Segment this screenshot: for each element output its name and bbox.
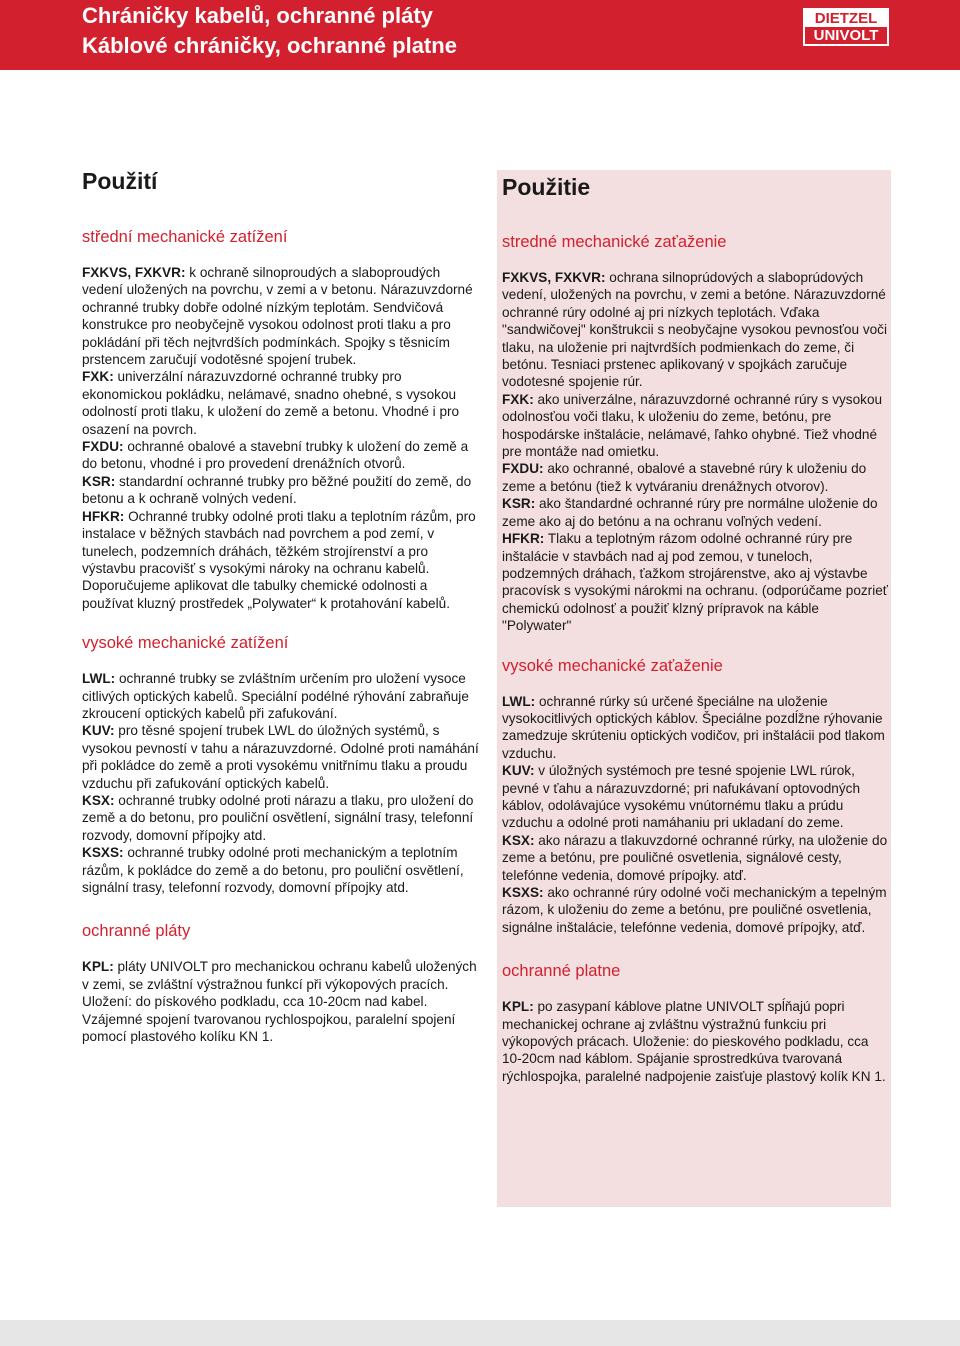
product-label: FXK: <box>82 369 114 385</box>
paragraph-ksxs-sk <box>502 884 888 936</box>
product-text: ochranné trubky odolné proti nárazu a tlaku, pro uložení do země a do betonu, pro pouliční osvětlení, signální trasy, telefonní rozvody, domovní přípojky atd. <box>82 792 474 843</box>
paragraph-kpl-cz <box>82 958 482 1045</box>
heading-sk: Použitie <box>502 174 591 200</box>
paragraph-fxdu-cz <box>82 438 482 473</box>
product-label: FXDU: <box>82 439 124 455</box>
section-title-medium-load-cz: střední mechanické zatížení <box>82 228 288 246</box>
product-text: ako ochranné, obalové a stavebné rúry k uloženiu do zeme a betónu (tiež k vytváraniu drenážnych otvorov). <box>502 461 867 494</box>
paragraph-ksr-sk <box>502 495 888 530</box>
product-text: ochranné trubky se zvláštním určením pro uložení vysoce citlivých optických kabelů. Speciální podélné rýhování zabraňuje zkroucení optických kabelů při zafukování. <box>82 671 469 721</box>
dietzel-univolt-logo <box>803 8 889 46</box>
paragraph-ksx-sk <box>502 832 888 884</box>
product-label: KSXS: <box>82 845 124 861</box>
product-text: po zasypaní káblove platne UNIVOLT spĺňajú popri mechanickej ochrane aj zvláštnu výstražnú funkciu pri výkopových prácach. Uloženie: do pieskového podkladu, cca 10-20cm nad káblom. Spájanie sprostredkúva tvarovaná rýchlospojka, paralelné nadpojenie zaisťuje plastový kolík KN 1. <box>502 999 886 1084</box>
section-medium-load-sk <box>502 269 888 635</box>
product-text: ochranné rúrky sú určené špeciálne na uloženie vysokocitlivých optických káblov. Špeciálne pozdĺžne rýhovanie zamedzuje skrúteniu optických vodičov, pri inštalácii pod tlakom vzduchu. <box>502 693 885 761</box>
product-text: standardní ochranné trubky pro běžné použití do země, do betonu a k ochraně volných vedení. <box>82 473 472 507</box>
paragraph-fxkvs-sk <box>502 269 888 391</box>
product-label: FXKVS, FXKVR: <box>502 270 606 285</box>
product-text: ochranné obalové a stavební trubky k uložení do země a do betonu, vhodné i pro provedení drenážních otvorů. <box>82 439 469 472</box>
column-slovak <box>502 170 888 1085</box>
header-title-cz: Chráničky kabelů, ochranné pláty <box>82 3 433 28</box>
product-label: KSX: <box>502 832 535 848</box>
product-text: ako štandardné ochranné rúry pre normálne uloženie do zeme ako aj do betónu a na ochranu voľných vedení. <box>502 496 878 529</box>
product-text: k ochraně silnoproudých a slaboproudých vedení uložených na povrchu, v zemi a v betonu. Nárazuvzdorné ochranné trubky dobře odolné nízkým teplotám. Sendvičová konstrukce pro neobyčejně vysokou odolnost proti tlaku a pro pokládání při těch nejtvrdších podmínkách. Spojky s těsnicím prstencem zaručují vodotěsné spojení trubek. <box>82 265 473 368</box>
product-label: KUV: <box>502 763 535 779</box>
paragraph-fxk-sk <box>502 391 888 461</box>
paragraph-fxk-cz <box>82 368 482 438</box>
product-label: KSR: <box>82 473 116 489</box>
paragraph-hfkr-cz <box>82 508 482 612</box>
product-label: KUV: <box>82 723 115 739</box>
paragraph-kpl-sk <box>502 998 888 1085</box>
logo-top-text: DIETZEL <box>805 10 887 27</box>
paragraph-lwl-sk <box>502 693 888 763</box>
page-header <box>0 0 960 70</box>
product-label: FXKVS, FXKVR: <box>82 265 186 280</box>
paragraph-lwl-cz <box>82 670 482 722</box>
product-label: HFKR: <box>502 531 545 547</box>
product-label: FXDU: <box>502 461 544 477</box>
section-plates-cz <box>82 958 482 1045</box>
section-title-high-load-sk: vysoké mechanické zaťaženie <box>502 656 723 675</box>
paragraph-ksx-cz <box>82 792 482 844</box>
product-label: HFKR: <box>82 508 125 524</box>
logo-bottom-text: UNIVOLT <box>813 27 879 44</box>
section-plates-sk <box>502 998 888 1085</box>
paragraph-ksr-cz <box>82 473 482 508</box>
column-czech <box>82 166 482 1045</box>
product-label: FXK: <box>502 391 534 407</box>
product-label: KPL: <box>82 959 114 975</box>
product-text: Tlaku a teplotným rázom odolné ochranné rúry pre inštalácie v stavbách nad aj pod zemou, v tuneloch, podzemných dráhach, ťažkom strojárenstve, ako aj výstavbe pracovísk s vysokými nárokmi na ochranu. (odporúčame pozrieť chemickú odolnosť a použiť klzný prípravok na káble "Polywater" <box>502 531 888 634</box>
product-label: KSX: <box>82 792 115 808</box>
product-label: LWL: <box>502 693 536 709</box>
paragraph-kuv-sk <box>502 762 888 832</box>
product-text: v úložných systémoch pre tesné spojenie LWL rúrok, pevné v ťahu a nárazuvzdorné; pri nafukávaní optovodných káblov, odolávajúce vysokému vnútornému tlaku a prúdu vzduchu a odolné proti namáhaniu pri ukladaní do zeme. <box>502 763 861 831</box>
product-text: Ochranné trubky odolné proti tlaku a teplotním rázům, pro instalace v běžných stavbách nad povrchem a pod zemí, v tunelech, podzemních dráhách, těžkém strojírenství a pro výstavbu pracovišť s vysokými nároky na ochranu kabelů. Doporučujeme aplikovat dle tabulky chemické odolnosti a používat kluzný prostředek „Polywater“ k protahování kabelů. <box>82 508 476 611</box>
paragraph-kuv-cz <box>82 722 482 792</box>
header-title-sk: Káblové chráničky, ochranné platne <box>82 33 457 58</box>
product-label: LWL: <box>82 671 116 687</box>
section-title-high-load-cz: vysoké mechanické zatížení <box>82 634 289 653</box>
product-label: KSR: <box>502 496 536 512</box>
product-text: ako univerzálne, nárazuvzdorné ochranné rúry s vysokou odolnosťou voči tlaku, k uloženiu do zeme, betónu, pre hospodárske inštalácie, nelámavé, ľahko ohybné. Tiež vhodné pre montáže nad omietku. <box>502 391 883 460</box>
product-text: ako ochranné rúry odolné voči mechanickým a tepelným rázom, k uloženiu do zeme a betónu, pre pouličné osvetlenia, signálne inštalácie, telefónne vedenia, domové prípojky, atď. <box>502 885 887 935</box>
paragraph-ksxs-cz <box>82 844 482 896</box>
product-text: ako nárazu a tlakuvzdorné ochranné rúrky, na uloženie do zeme a betónu, pre pouličné osvetlenia, signálové cesty, telefónne vedenia, domové prípojky. atď. <box>502 832 888 883</box>
product-text: univerzální nárazuvzdorné ochranné trubky pro ekonomickou pokládku, nelámavé, snadno ohebné, s vysokou odolností proti tlaku, k uložení do země a betonu. Vhodné i pro osazení na povrch. <box>82 369 460 437</box>
section-title-medium-load-sk: stredné mechanické zaťaženie <box>502 233 727 251</box>
section-high-load-sk <box>502 693 888 937</box>
section-medium-load-cz <box>82 264 482 612</box>
paragraph-fxkvs-cz <box>82 264 482 368</box>
page-footer-bar <box>0 1320 960 1346</box>
paragraph-hfkr-sk <box>502 530 888 634</box>
product-text: pláty UNIVOLT pro mechanickou ochranu kabelů uložených v zemi, se zvláštní výstražnou funkcí při výkopových pracích. Uložení: do pískového podkladu, cca 10-20cm nad kabel. Vzájemné spojení tvarovanou rychlospojkou, paralelní spojení pomocí plastového kolíku KN 1. <box>82 959 477 1045</box>
product-label: KPL: <box>502 999 534 1015</box>
heading-cz: Použití <box>82 168 158 194</box>
product-label: KSXS: <box>502 885 544 900</box>
paragraph-fxdu-sk <box>502 460 888 495</box>
product-text: ochranné trubky odolné proti mechanickým a teplotním rázům, k pokládce do země a do betonu, pro pouliční osvětlení, signální trasy, telefonní rozvody, domovní přípojky atd. <box>82 845 464 895</box>
product-text: ochrana silnoprúdových a slaboprúdových vedení, uložených na povrchu, v zemi a betóne. Nárazuvzdorné ochranné rúry odolné aj pri nízkych teplotách. Vďaka "sandwičovej" konštrukcii s neobyčajne vysokou pevnosťou voči tlaku, na uloženie pri najtvrdších podmienkach do zeme, či betónu. Tesniaci prstenec aplikovaný v spojkách zaručuje vodotesné spojenie rúr. <box>502 270 887 390</box>
section-high-load-cz <box>82 670 482 896</box>
section-title-plates-cz: ochranné pláty <box>82 922 191 941</box>
section-title-plates-sk: ochranné platne <box>502 962 621 981</box>
product-text: pro těsné spojení trubek LWL do úložných systémů, s vysokou pevností v tahu a nárazuvzdorné. Odolné proti namáhání při pokládce do země a proti vysokému vnitřnímu tlaku a proudu vzduchu při zafukování optických kabelů. <box>82 723 479 791</box>
